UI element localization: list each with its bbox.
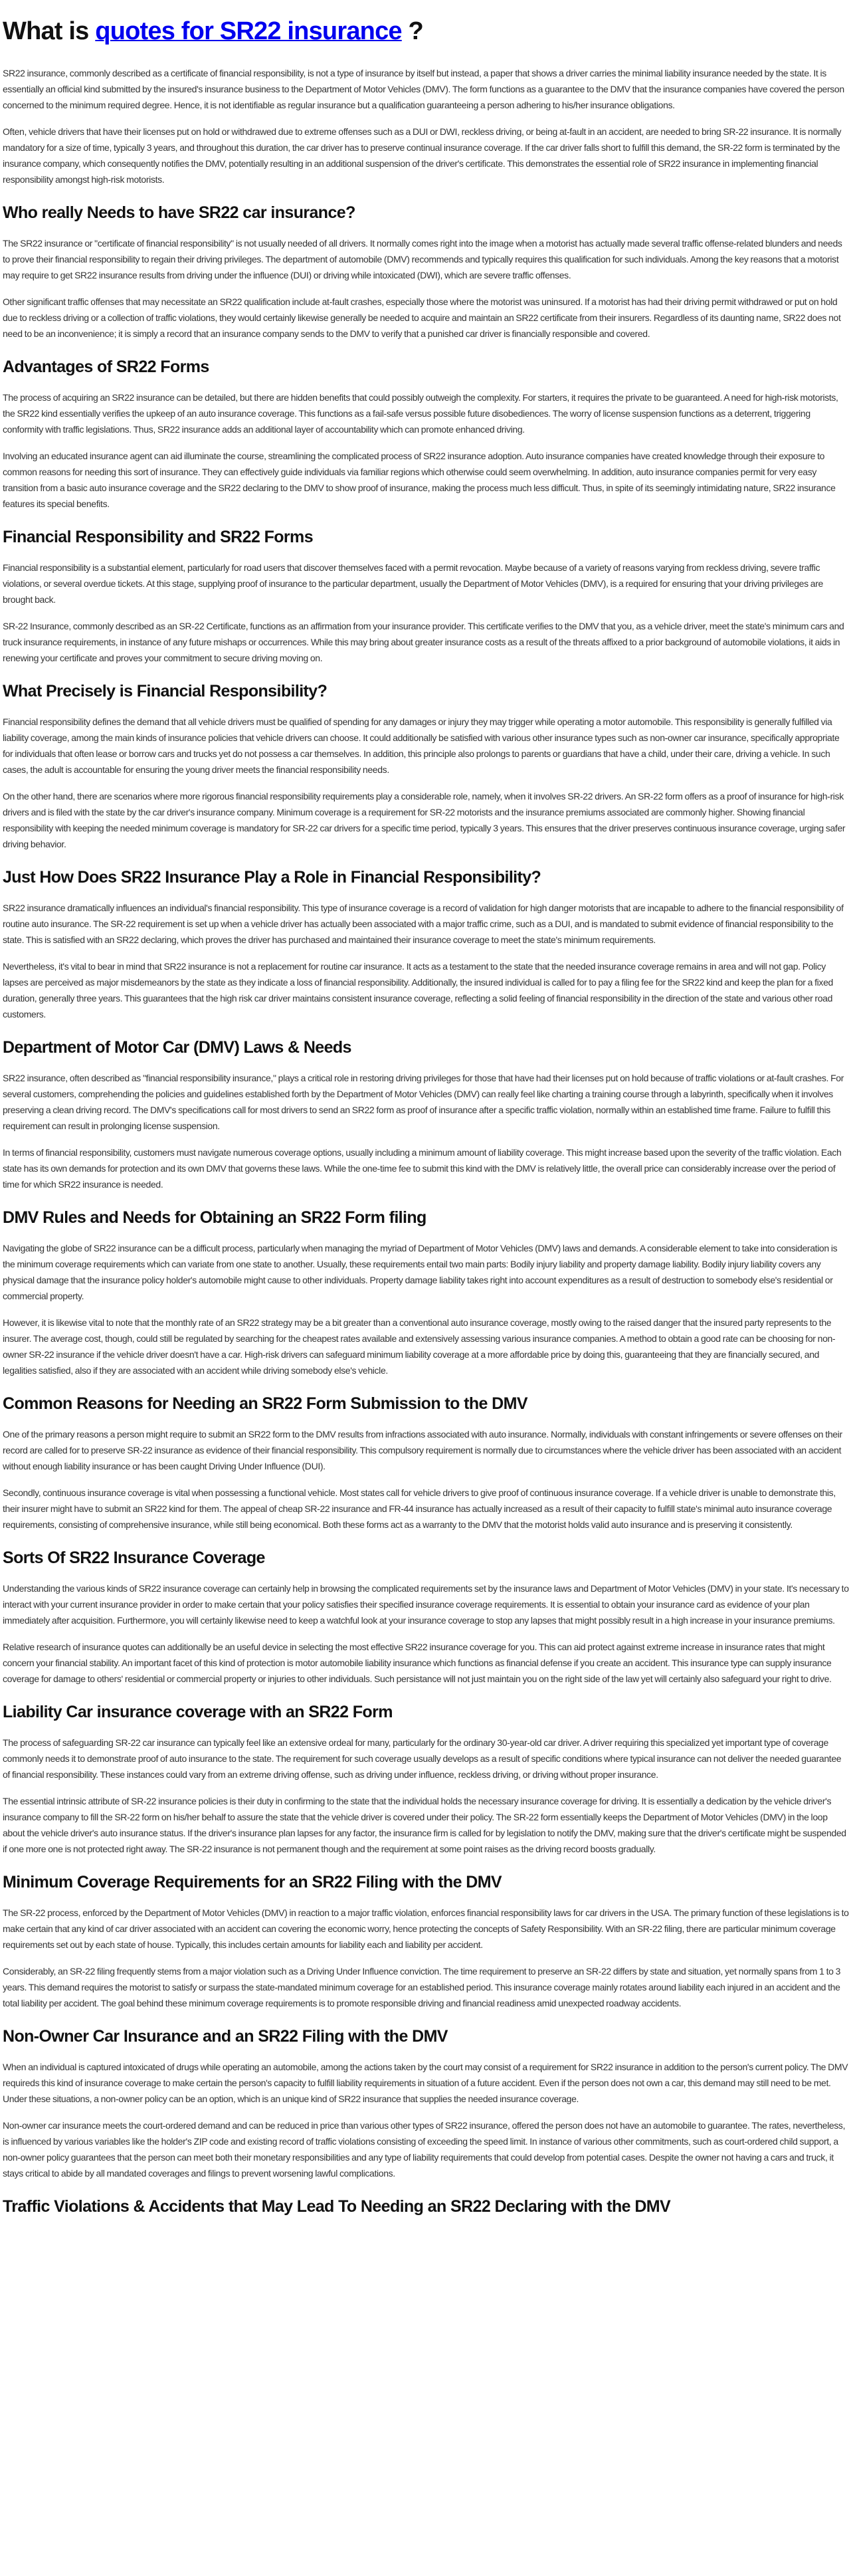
paragraph: The SR22 insurance or "certificate of financial responsibility" is not usually needed of all drivers. It normally comes right into the image when a motorist has actually made several traffic offense-related blunders and needs to prove their financial responsibility to regain their driving privileges. The department of automobile (DMV) recommends and typically requires this qualification for such individuals. Among the key reasons that a motorist may require to get SR22 insurance results from driving under the influence (DUI) or driving while intoxicated (DWI), which are severe traffic offenses. (3, 238, 842, 280)
section-heading: Who really Needs to have SR22 car insurance? (3, 203, 355, 222)
paragraph: SR22 insurance, often described as "financial responsibility insurance," plays a critical role in restoring driving privileges for those that have had their licenses put on hold because of traffic violations or at-fault crashes. For several customers, comprehending the policies and guidelines established forth by the Department of Motor Vehicles (DMV) can really feel like charting a training course through a labyrinth, specifically when it involves preserving a clean driving record. The DMV's specifications call for most drivers to send an SR22 form as proof of insurance after a specific traffic violation, normally within an established time frame. Failure to fulfill this requirement can result in prolonging license suspension. (3, 1073, 844, 1131)
title-prefix: What is (3, 17, 96, 45)
paragraph: Other significant traffic offenses that may necessitate an SR22 qualification include at-fault crashes, especially those where the motorist was uninsured. If a motorist has had their driving permit withdrawed or put on hold due to reckless driving or a collection of traffic violations, they would certainly likewise generally be needed to acquire and maintain an SR22 certificate from their insurers. Regardless of its daunting name, SR22 does not need to be an inconvenience; it is simply a record that an insurance company sends to the DMV to verify that a punished car driver is financially responsible and covered. (3, 296, 841, 339)
title-suffix: ? (401, 17, 423, 45)
paragraph: SR22 insurance dramatically influences an individual's financial responsibility. This type of insurance coverage is a record of validation for high danger motorists that are incapable to adhere to the financial responsibility of routine auto insurance. The SR-22 requirement is set up when a vehicle driver has actually been associated with a major traffic crime, such as a DUI, and is mandated to submit evidence of financial responsibility to the state. This is satisfied with an SR22 declaring, which proves the driver has purchased and maintained their insurance coverage to meet the state's minimum requirements. (3, 903, 844, 945)
paragraph: The process of acquiring an SR22 insurance can be detailed, but there are hidden benefits that could possibly outweigh the complexity. For starters, it requires the private to be guaranteed. A need for high-risk motorists, the SR22 kind essentially verifies the upkeep of an auto insurance coverage. This functions as a fail-safe versus possible future disobediences. The worry of license suspension functions as a deterrent, triggering conformity with traffic legislations. Thus, SR22 insurance adds an additional layer of accountability which can promote enhanced driving. (3, 392, 838, 435)
paragraph: Non-owner car insurance meets the court-ordered demand and can be reduced in price than various other types of SR22 insurance, offered the person does not have an automobile to guarantee. The rates, nevertheless, is influenced by various variables like the holder's ZIP code and existing record of traffic violations consisting of exceeding the speed limit. In instance of various other commitments, such as court-ordered child support, a non-owner policy guarantees that the person can meet both their monetary responsibilities and any type of liability requirements that could develop from potential cases. Despite the owner not having a cars and truck, it stays critical to abide by all mandated coverages and filings to prevent worsening lawful complications. (3, 2120, 846, 2179)
intro-section (3, 65, 850, 187)
section-heading: Advantages of SR22 Forms (3, 358, 209, 376)
paragraph: Relative research of insurance quotes can additionally be an useful device in selecting the most effective SR22 insurance coverage for you. This can aid protect against extreme increase in insurance rates that might concern your financial stability. An important facet of this kind of protection is motor automobile liability insurance which functions as financial defense if you create an accident. This insurance type can supply insurance coverage for damage to others' residential or commercial property or injuries to other individuals. Such persistance will not just maintain you on the right side of the law yet will certainly also safeguard your right to drive. (3, 1642, 832, 1684)
section-heading: Common Reasons for Needing an SR22 Form Submission to the DMV (3, 1394, 527, 1413)
paragraph: Nevertheless, it's vital to bear in mind that SR22 insurance is not a replacement for routine car insurance. It acts as a testament to the state that the needed insurance coverage remains in area and will not gap. Policy lapses are perceived as major misdemeanors by the state as they indicate a loss of financial responsibility. Additionally, the insured individual is called for to pay a filing fee for the SR22 kind and keep the plan for a fixed duration, generally three years. This guarantees that the high risk car driver maintains consistent insurance coverage, reflecting a solid feeling of financial responsibility in the direction of the state and various other road customers. (3, 961, 833, 1020)
section-financial-responsibility-forms (3, 526, 850, 666)
page-title (3, 16, 850, 47)
paragraph: SR-22 Insurance, commonly described as an SR-22 Certificate, functions as an affirmation from your insurance provider. This certificate verifies to the DMV that you, as a vehicle driver, meet the state's minimum cars and truck insurance requirements, in instance of any future mishaps or occurrences. While this may bring about greater insurance costs as a result of the threats affixed to a prior background of automobile violations, it aids in renewing your certificate and proves your commitment to secure driving moving on. (3, 621, 844, 663)
paragraph: Often, vehicle drivers that have their licenses put on hold or withdrawed due to extreme offenses such as a DUI or DWI, reckless driving, or being at-fault in an accident, are needed to bring SR-22 insurance. It is normally mandatory for a size of time, typically 3 years, and throughout this duration, the car driver has to preserve continual insurance coverage. If the car driver falls short to fulfill this demand, the SR-22 form is terminated by the insurance company, which consequently notifies the DMV, potentially resulting in an additional suspension of the driver's certificate. This demonstrates the essential role of SR22 insurance in implementing financial responsibility amongst high-risk motorists. (3, 126, 842, 185)
section-heading: DMV Rules and Needs for Obtaining an SR22 Form filing (3, 1208, 427, 1227)
paragraph: However, it is likewise vital to note that the monthly rate of an SR22 strategy may be a bit greater than a conventional auto insurance coverage, mostly owing to the raised danger that the insured party represents to the insurer. The average cost, though, could still be regulated by searching for the cheapest rates available and extensively assessing various insurance companies. A method to obtain a good rate can be choosing for non-owner SR-22 insurance if the vehicle driver doesn't have a car. High-risk drivers can safeguard minimum liability coverage at a more affordable price by doing this, guaranteeing that they are financially secured, and legalities satisfied, also if they are associated with an accident while driving somebody else's vehicle. (3, 1317, 836, 1376)
paragraph: The SR-22 process, enforced by the Department of Motor Vehicles (DMV) in reaction to a major traffic violation, enforces financial responsibility laws for car drivers in the USA. The primary function of these legislations is to make certain that any kind of car driver associated with an accident can covering the economic worry, hence protecting the concepts of Safety Responsibility. With an SR-22 filing, there are particular minimum coverage requirements set out by each state of house. Typically, this includes certain amounts for liability each and liability per accident. (3, 1907, 849, 1950)
section-advantages (3, 356, 850, 512)
section-liability-coverage (3, 1701, 850, 1857)
section-non-owner (3, 2026, 850, 2181)
section-dmv-rules (3, 1207, 850, 1378)
section-common-reasons (3, 1393, 850, 1533)
paragraph: Involving an educated insurance agent can aid illuminate the course, streamlining the complicated process of SR22 insurance adoption. Auto insurance companies have created knowledge through their exposure to common reasons for needing this sort of insurance. They can effectively guide individuals via familiar regions which otherwise could seem overwhelming. In addition, auto insurance companies permit for very easy transition from a basic auto insurance coverage and the SR22 declaring to the DMV to show proof of insurance, making the process much less difficult. Thus, in spite of its seemingly intimidating nature, SR22 insurance features its special benefits. (3, 451, 836, 509)
article (0, 16, 853, 2217)
paragraph: Financial responsibility defines the demand that all vehicle drivers must be qualified of spending for any damages or injury they may trigger while operating a motor automobile. This responsibility is generally fulfilled via liability coverage, among the main kinds of insurance policies that vehicle drivers can choose. It could additionally be satisfied with various other insurance types such as non-owner car insurance, specifically appropriate for individuals that often lease or borrow cars and trucks yet do not possess a car themselves. In addition, this principle also prolongs to parents or guardians that have a child, under their care, driving a vehicle. In such cases, the adult is accountable for ensuring the young driver meets the financial responsibility needs. (3, 716, 840, 775)
paragraph: Financial responsibility is a substantial element, particularly for road users that discover themselves faced with a permit revocation. Maybe because of a variety of reasons varying from reckless driving, severe traffic violations, or several overdue tickets. At this stage, supplying proof of insurance to the particular department, usually the Department of Motor Vehicles (DMV), is a required for ensuring that your driving privileges are brought back. (3, 562, 823, 605)
paragraph: Navigating the globe of SR22 insurance can be a difficult process, particularly when managing the myriad of Department of Motor Vehicles (DMV) laws and demands. A considerable element to take into consideration is the minimum coverage requirements which can variate from one state to another. Usually, these requirements entail two main parts: Bodily injury liability and property damage liability. Bodily injury liability covers any physical damage that the insurance policy holder's automobile might cause to other individuals. Property damage liability takes right into account expenditures as a result of destruction to somebody else's residential or commercial property. (3, 1243, 838, 1301)
paragraph: SR22 insurance, commonly described as a certificate of financial responsibility, is not a type of insurance by itself but instead, a paper that shows a driver carries the minimal liability insurance needed by the state. It is essentially an official kind submitted by the insured's insurance business to the Department of Motor Vehicles (DMV). The form functions as a guarantee to the DMV that the insurance companies have covered the person concerned to the minimum required degree. Hence, it is not identifiable as regular insurance but a qualification guaranteeing a person adhering to his/her insurance obligations. (3, 68, 844, 110)
section-what-is-financial-responsibility (3, 681, 850, 852)
section-heading: Just How Does SR22 Insurance Play a Role in Financial Responsibility? (3, 868, 541, 887)
section-who-needs-sr22 (3, 202, 850, 342)
section-heading: What Precisely is Financial Responsibility? (3, 682, 328, 700)
paragraph: When an individual is captured intoxicated of drugs while operating an automobile, among the actions taken by the court may consist of a requirement for SR22 insurance in addition to the person's current policy. The DMV requireds this kind of insurance coverage to make certain the person's capacity to fulfill liability requirements in situation of a future accident. Even if the person does not own a car, this demand may still need to be met. Under these situations, a non-owner policy can be an option, which is an unique kind of SR22 insurance that supplies the needed insurance coverage. (3, 2062, 848, 2104)
section-heading: Minimum Coverage Requirements for an SR22 Filing with the DMV (3, 1873, 502, 1891)
paragraph: Considerably, an SR-22 filing frequently stems from a major violation such as a Driving Under Influence conviction. The time requirement to preserve an SR-22 differs by state and situation, yet normally spans from 1 to 3 years. This demand requires the motorist to satisfy or surpass the state-mandated minimum coverage for an established period. This insurance coverage mainly rotates around liability each injured in an accident and the total liability per accident. The goal behind these minimum coverage requirements is to promote responsible driving and financial readiness amid unexpected roadway accidents. (3, 1966, 841, 2008)
section-heading: Sorts Of SR22 Insurance Coverage (3, 1549, 265, 1567)
section-heading: Liability Car insurance coverage with an SR22 Form (3, 1703, 393, 1721)
paragraph: On the other hand, there are scenarios where more rigorous financial responsibility requirements play a considerable role, namely, when it involves SR-22 drivers. An SR-22 form offers as a proof of insurance for high-risk drivers and is filed with the state by the car driver's insurance company. Minimum coverage is a requirement for SR-22 motorists and the insurance premiums associated are commonly higher. Showing financial responsibility with keeping the needed minimum coverage is mandatory for SR-22 car drivers for a specific time period, typically 3 years. This ensures that the driver preserves continuous insurance coverage, urging safer driving behavior. (3, 791, 846, 849)
section-minimum-coverage (3, 1872, 850, 2011)
section-dmv-laws (3, 1037, 850, 1192)
paragraph: Secondly, continuous insurance coverage is vital when possessing a functional vehicle. Most states call for vehicle drivers to give proof of continuous insurance coverage. If a vehicle driver is unable to demonstrate this, their insurer might have to submit an SR22 kind for them. The appeal of cheap SR-22 insurance and FR-44 insurance has actually increased as a result of their capacity to fulfill state's minimal auto insurance coverage requirements, consisting of comprehensive insurance, while still being economical. Both these forms act as a warranty to the DMV that the motorist holds valid auto insurance and is preserving it consistently. (3, 1487, 836, 1530)
paragraph: The process of safeguarding SR-22 car insurance can typically feel like an extensive ordeal for many, particularly for the ordinary 30-year-old car driver. A driver requiring this specialized yet important type of coverage commonly needs it to demonstrate proof of auto insurance to the state. The requirement for such coverage usually develops as a result of specific conditions where typical insurance can not deliver the needed guarantee of financial responsibility. These instances could vary from an extreme driving offense, such as driving under influence, reckless driving, or driving without proper insurance. (3, 1737, 842, 1780)
section-heading: Non-Owner Car Insurance and an SR22 Filing with the DMV (3, 2027, 448, 2046)
section-heading: Financial Responsibility and SR22 Forms (3, 528, 313, 546)
section-sr22-role (3, 867, 850, 1022)
paragraph: Understanding the various kinds of SR22 insurance coverage can certainly help in browsing the complicated requirements set by the insurance laws and Department of Motor Vehicles (DMV) in your state. It's necessary to interact with your current insurance provider in order to make certain that your policy satisfies their specified insurance coverage requirements. It is essential to obtain your insurance card as evidence of your plan immediately after acquisition. Furthermore, you will certainly likewise need to keep a watchful look at your insurance coverage to stop any lapses that might possibly result in a high increase in your insurance premiums. (3, 1583, 849, 1626)
paragraph: In terms of financial responsibility, customers must navigate numerous coverage options, usually including a minimum amount of liability coverage. This might increase based upon the severity of the traffic violation. Each state has its own demands for protection and its own DMV that governs these laws. While the one-time fee to submit this kind with the DMV is relatively little, the overall price can considerably increase over the period of time for which SR22 insurance is needed. (3, 1147, 842, 1190)
section-heading: Traffic Violations & Accidents that May Lead To Needing an SR22 Declaring with the DMV (3, 2197, 671, 2216)
section-sorts-of-coverage (3, 1547, 850, 1687)
section-traffic-violations (3, 2196, 850, 2217)
sr22-quotes-link[interactable]: quotes for SR22 insurance (95, 17, 402, 45)
section-heading: Department of Motor Car (DMV) Laws & Needs (3, 1038, 351, 1057)
paragraph: One of the primary reasons a person might require to submit an SR22 form to the DMV results from infractions associated with auto insurance. Normally, individuals with constant infringements or severe offenses on their record are called for to preserve SR-22 insurance as evidence of their financial responsibility. This compulsory requirement is normally due to circumstances where the vehicle driver has been associated with an accident without enough liability insurance or has been caught Driving Under Influence (DUI). (3, 1429, 842, 1471)
paragraph: The essential intrinsic attribute of SR-22 insurance policies is their duty in confirming to the state that the individual holds the necessary insurance coverage for driving. It is essentially a dedication by the vehicle driver's insurance company to fill the SR-22 form on his/her behalf to assure the state that the vehicle driver is covered under their policy. The SR-22 form essentially keeps the Department of Motor Vehicles (DMV) in the loop about the vehicle driver's auto insurance status. If the driver's insurance plan lapses for any factor, the insurance firm is called for by legislation to notify the DMV, making sure that the driver's certificate might be suspended if one more one is not protected right away. The SR-22 insurance is not permanent though and the requirement at some point raises as the driving record boosts gradually. (3, 1796, 846, 1854)
